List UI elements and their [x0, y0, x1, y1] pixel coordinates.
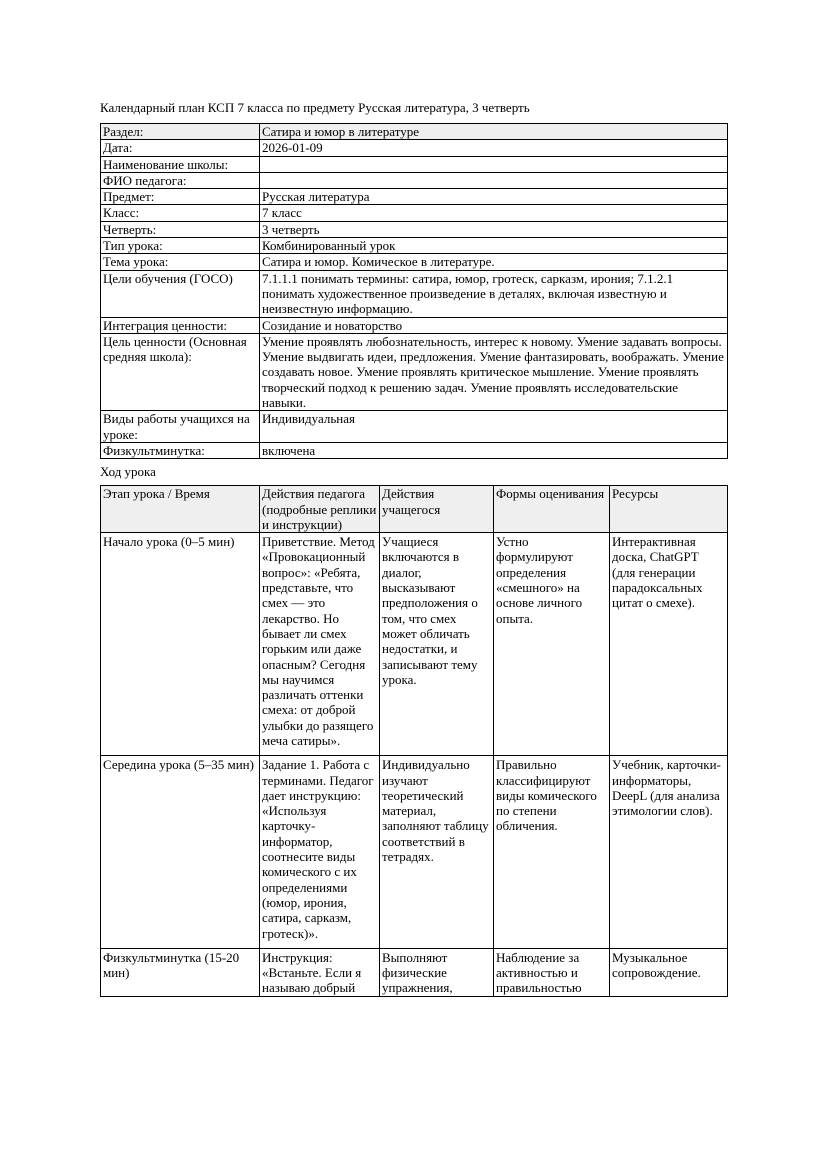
info-row [101, 140, 728, 156]
assessment-cell: Правильно классифицируют виды комического по степени обличения. [494, 756, 610, 949]
info-row [101, 172, 728, 188]
info-row [101, 411, 728, 443]
info-row [101, 270, 728, 317]
info-label-cell: Интеграция ценности: [101, 317, 260, 333]
teacher-actions-cell: Инструкция: «Встаньте. Если я называю добрый [260, 948, 380, 996]
info-value-cell: Созидание и новаторство [260, 317, 728, 333]
info-value-cell [260, 156, 728, 172]
lesson-header-cell-teacher-actions: Действия педагога (подробные реплики и инструкции) [260, 486, 380, 533]
info-value-cell: Умение проявлять любознательность, интерес к новому. Умение задавать вопросы. Умение выдвигать идеи, предложения. Умение фантазировать, воображать. Умение создавать новое. Умение проявлять критическое мышление. Умение проявлять творческий подход к решению задач. Умение проявлять исследовательские навыки. [260, 333, 728, 410]
info-value-cell: 2026-01-09 [260, 140, 728, 156]
info-value-cell: 3 четверть [260, 221, 728, 237]
info-row [101, 221, 728, 237]
info-row [101, 317, 728, 333]
info-value-cell: 7 класс [260, 205, 728, 221]
info-row [101, 254, 728, 270]
info-value-cell: Сатира и юмор в литературе [260, 124, 728, 140]
info-row [101, 238, 728, 254]
student-actions-cell: Учащиеся включаются в диалог, высказывают предположения о том, что смех может обличать недостатки, и записывают тему урока. [380, 533, 494, 756]
lesson-header-cell-assessment: Формы оценивания [494, 486, 610, 533]
teacher-actions-cell: Приветствие. Метод «Провокационный вопрос»: «Ребята, представьте, что смех — это лекарство. Но бывает ли смех горьким или даже опасным? Сегодня мы научимся различать оттенки смеха: от доброй улыбки до разящего меча сатиры». [260, 533, 380, 756]
resources-cell: Интерактивная доска, ChatGPT (для генерации парадоксальных цитат о смехе). [610, 533, 728, 756]
info-value-cell: Комбинированный урок [260, 238, 728, 254]
info-label-cell: Физкультминутка: [101, 442, 260, 458]
info-value-cell: Русская литература [260, 189, 728, 205]
stage-cell: Физкультминутка (15-20 мин) [101, 948, 260, 996]
info-value-cell: Индивидуальная [260, 411, 728, 443]
info-row [101, 156, 728, 172]
info-value-cell: 7.1.1.1 понимать термины: сатира, юмор, гротеск, сарказм, ирония; 7.1.2.1 понимать художественное произведение в деталях, включая известную и неизвестную информацию. [260, 270, 728, 317]
info-label-cell: Виды работы учащихся на уроке: [101, 411, 260, 443]
info-value-cell: включена [260, 442, 728, 458]
lesson-header-cell-stage: Этап урока / Время [101, 486, 260, 533]
assessment-cell: Устно формулируют определения «смешного» на основе личного опыта. [494, 533, 610, 756]
info-label-cell: Раздел: [101, 124, 260, 140]
info-label-cell: Цель ценности (Основная средняя школа): [101, 333, 260, 410]
lesson-info-table [100, 123, 728, 459]
info-label-cell: ФИО педагога: [101, 172, 260, 188]
assessment-cell: Наблюдение за активностью и правильностью [494, 948, 610, 996]
page-content [100, 100, 727, 997]
page-title: Календарный план КСП 7 класса по предмету Русская литература, 3 четверть [100, 100, 530, 115]
info-label-cell: Предмет: [101, 189, 260, 205]
info-label-cell: Дата: [101, 140, 260, 156]
section-heading: Ход урока [100, 464, 156, 480]
teacher-actions-cell: Задание 1. Работа с терминами. Педагог дает инструкцию: «Используя карточку-информатор, соотнесите виды комического с их определениями (юмор, ирония, сатира, сарказм, гротеск)». [260, 756, 380, 949]
lesson-header-cell-student-actions: Действия учащегося [380, 486, 494, 533]
info-row [101, 189, 728, 205]
lesson-row-middle [101, 756, 728, 949]
info-label-cell: Цели обучения (ГОСО) [101, 270, 260, 317]
resources-cell: Учебник, карточки-информаторы, DeepL (для анализа этимологии слов). [610, 756, 728, 949]
stage-cell: Начало урока (0–5 мин) [101, 533, 260, 756]
info-label-cell: Четверть: [101, 221, 260, 237]
lesson-flow-table [100, 485, 728, 997]
lesson-header-row [101, 486, 728, 533]
student-actions-cell: Индивидуально изучают теоретический материал, заполняют таблицу соответствий в тетрадях. [380, 756, 494, 949]
info-row [101, 205, 728, 221]
stage-cell: Середина урока (5–35 мин) [101, 756, 260, 949]
info-row [101, 333, 728, 410]
info-row [101, 442, 728, 458]
lesson-row-start [101, 533, 728, 756]
info-label-cell: Класс: [101, 205, 260, 221]
lesson-row-physical-break [101, 948, 728, 996]
lesson-header-cell-resources: Ресурсы [610, 486, 728, 533]
student-actions-cell: Выполняют физические упражнения, [380, 948, 494, 996]
info-label-cell: Тема урока: [101, 254, 260, 270]
resources-cell: Музыкальное сопровождение. [610, 948, 728, 996]
info-label-cell: Наименование школы: [101, 156, 260, 172]
info-label-cell: Тип урока: [101, 238, 260, 254]
info-row [101, 124, 728, 140]
info-value-cell: Сатира и юмор. Комическое в литературе. [260, 254, 728, 270]
info-value-cell [260, 172, 728, 188]
